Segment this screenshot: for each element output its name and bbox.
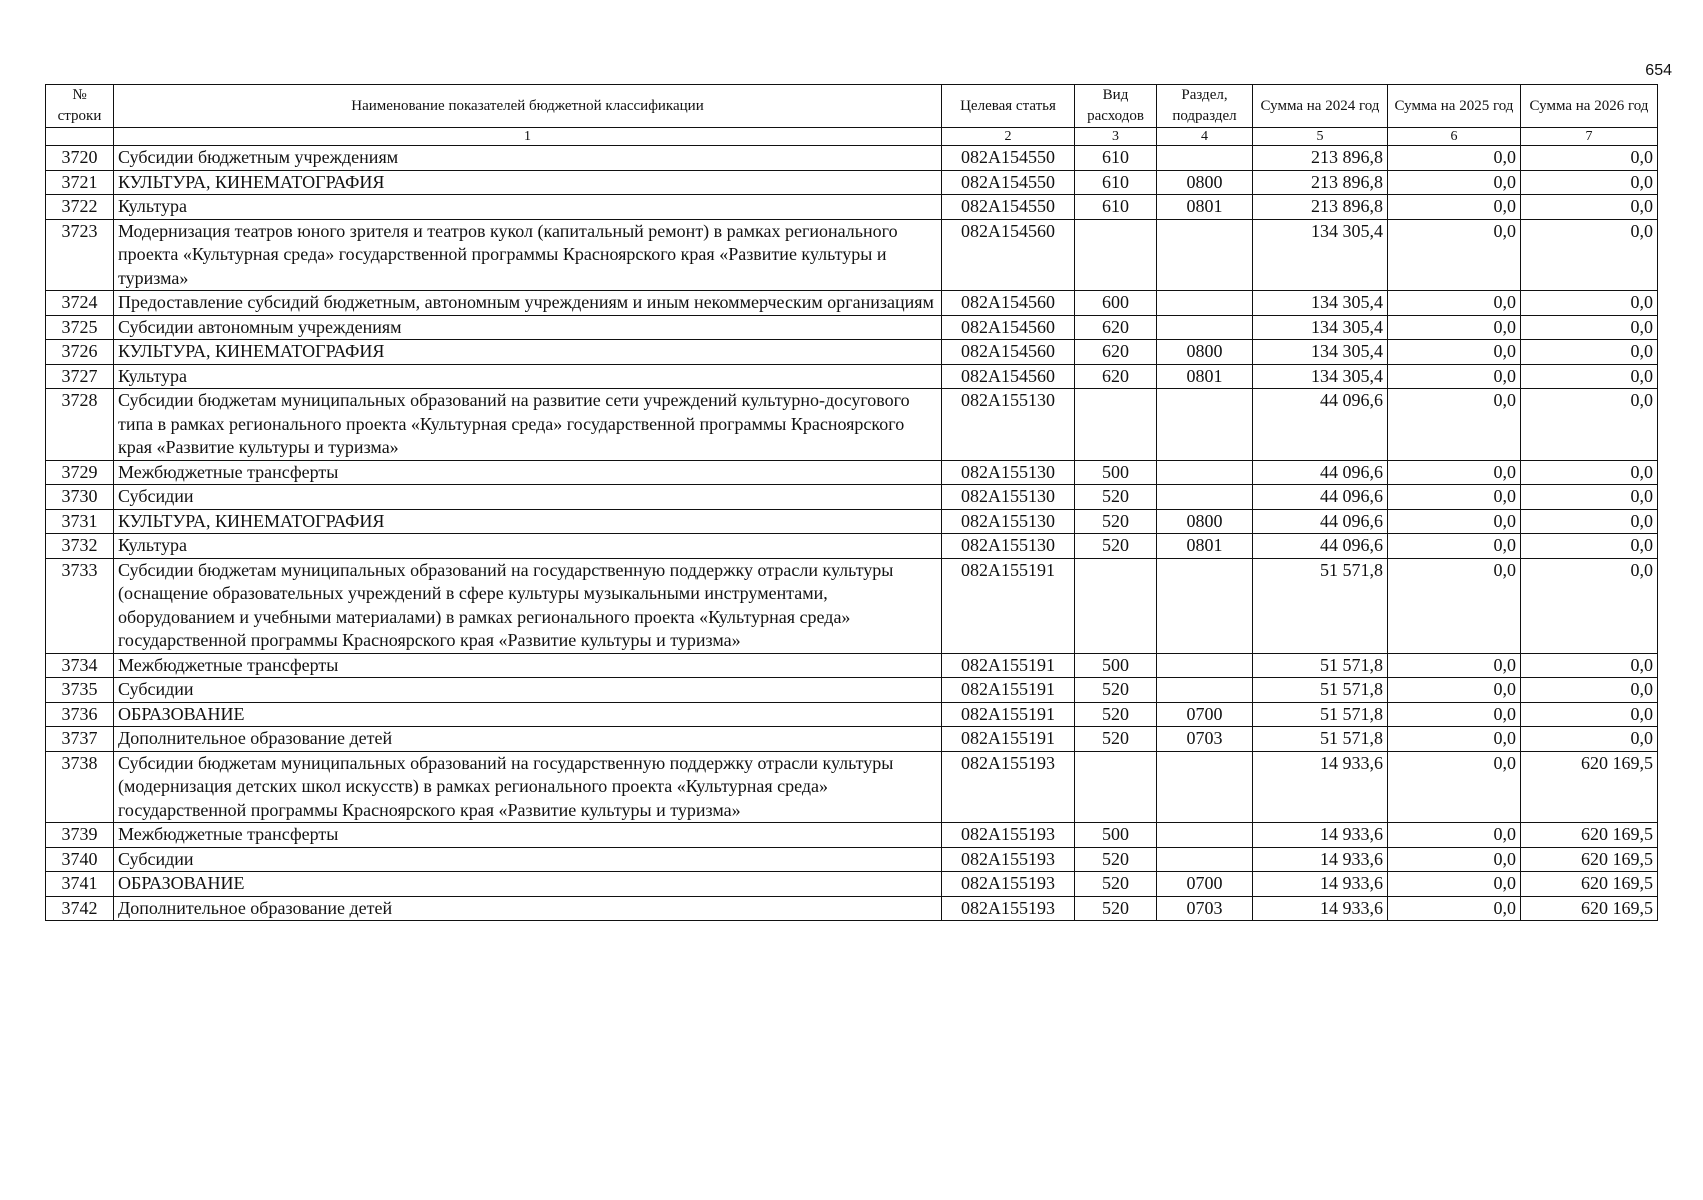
sum-2026: 0,0 [1521, 702, 1658, 727]
sum-2025: 0,0 [1388, 678, 1521, 703]
expense-type: 520 [1075, 727, 1157, 752]
target-article: 082A155191 [942, 558, 1075, 653]
indicator-name: Субсидии [114, 847, 942, 872]
row-number: 3731 [46, 509, 114, 534]
header-sum-2024: Сумма на 2024 год [1253, 85, 1388, 128]
indicator-name: ОБРАЗОВАНИЕ [114, 702, 942, 727]
target-article: 082A155130 [942, 460, 1075, 485]
table-row [46, 847, 1658, 872]
header-expense-type: Вид расходов [1075, 85, 1157, 128]
column-numbers-row [46, 128, 1658, 146]
target-article: 082A155191 [942, 727, 1075, 752]
target-article: 082A155191 [942, 678, 1075, 703]
target-article: 082A155193 [942, 751, 1075, 823]
section-code: 0800 [1157, 340, 1253, 365]
target-article: 082A154550 [942, 195, 1075, 220]
indicator-name: Субсидии [114, 485, 942, 510]
header-sum-2025: Сумма на 2025 год [1388, 85, 1521, 128]
expense-type: 520 [1075, 485, 1157, 510]
column-number: 5 [1253, 128, 1388, 146]
table-row [46, 702, 1658, 727]
expense-type: 500 [1075, 460, 1157, 485]
table-row [46, 534, 1658, 559]
expense-type [1075, 389, 1157, 461]
row-number: 3740 [46, 847, 114, 872]
row-number: 3728 [46, 389, 114, 461]
column-number: 3 [1075, 128, 1157, 146]
section-code [1157, 485, 1253, 510]
sum-2024: 44 096,6 [1253, 509, 1388, 534]
section-code [1157, 291, 1253, 316]
target-article: 082A155130 [942, 485, 1075, 510]
table-row [46, 340, 1658, 365]
expense-type: 520 [1075, 847, 1157, 872]
sum-2025: 0,0 [1388, 534, 1521, 559]
target-article: 082A155193 [942, 823, 1075, 848]
indicator-name: Дополнительное образование детей [114, 727, 942, 752]
sum-2026: 620 169,5 [1521, 847, 1658, 872]
target-article: 082A154560 [942, 291, 1075, 316]
target-article: 082A155191 [942, 702, 1075, 727]
row-number: 3737 [46, 727, 114, 752]
sum-2025: 0,0 [1388, 847, 1521, 872]
section-code [1157, 389, 1253, 461]
sum-2025: 0,0 [1388, 896, 1521, 921]
sum-2026: 620 169,5 [1521, 751, 1658, 823]
sum-2024: 134 305,4 [1253, 219, 1388, 291]
row-number: 3730 [46, 485, 114, 510]
sum-2024: 51 571,8 [1253, 558, 1388, 653]
table-row [46, 219, 1658, 291]
section-code [1157, 653, 1253, 678]
sum-2024: 51 571,8 [1253, 702, 1388, 727]
indicator-name: КУЛЬТУРА, КИНЕМАТОГРАФИЯ [114, 340, 942, 365]
sum-2025: 0,0 [1388, 195, 1521, 220]
sum-2026: 0,0 [1521, 534, 1658, 559]
sum-2024: 51 571,8 [1253, 678, 1388, 703]
header-indicator-name: Наименование показателей бюджетной классификации [114, 85, 942, 128]
sum-2024: 134 305,4 [1253, 364, 1388, 389]
indicator-name: Дополнительное образование детей [114, 896, 942, 921]
sum-2025: 0,0 [1388, 653, 1521, 678]
table-row [46, 727, 1658, 752]
expense-type: 600 [1075, 291, 1157, 316]
section-code: 0703 [1157, 727, 1253, 752]
target-article: 082A155130 [942, 509, 1075, 534]
expense-type: 610 [1075, 195, 1157, 220]
sum-2025: 0,0 [1388, 751, 1521, 823]
indicator-name: Культура [114, 364, 942, 389]
budget-table [45, 84, 1658, 921]
target-article: 082A155191 [942, 653, 1075, 678]
section-code [1157, 751, 1253, 823]
indicator-name: Субсидии бюджетам муниципальных образований на государственную поддержку отрасли культуры (модернизация детских школ искусств) в рамках регионального проекта «Культурная среда» государственной программы Красноярского края «Развитие культуры и туризма» [114, 751, 942, 823]
table-row [46, 364, 1658, 389]
indicator-name: Культура [114, 195, 942, 220]
expense-type: 620 [1075, 315, 1157, 340]
sum-2026: 0,0 [1521, 460, 1658, 485]
indicator-name: Субсидии [114, 678, 942, 703]
expense-type [1075, 751, 1157, 823]
column-number-blank [46, 128, 114, 146]
row-number: 3739 [46, 823, 114, 848]
indicator-name: КУЛЬТУРА, КИНЕМАТОГРАФИЯ [114, 509, 942, 534]
column-number: 4 [1157, 128, 1253, 146]
target-article: 082A154550 [942, 146, 1075, 171]
sum-2024: 44 096,6 [1253, 389, 1388, 461]
column-number: 6 [1388, 128, 1521, 146]
header-target-article: Целевая статья [942, 85, 1075, 128]
table-row [46, 170, 1658, 195]
expense-type: 520 [1075, 896, 1157, 921]
header-row-number: № строки [46, 85, 114, 128]
row-number: 3732 [46, 534, 114, 559]
sum-2026: 0,0 [1521, 340, 1658, 365]
indicator-name: Субсидии автономным учреждениям [114, 315, 942, 340]
sum-2024: 51 571,8 [1253, 727, 1388, 752]
expense-type: 500 [1075, 823, 1157, 848]
sum-2026: 0,0 [1521, 389, 1658, 461]
expense-type: 520 [1075, 702, 1157, 727]
indicator-name: Субсидии бюджетным учреждениям [114, 146, 942, 171]
sum-2025: 0,0 [1388, 315, 1521, 340]
section-code [1157, 823, 1253, 848]
sum-2025: 0,0 [1388, 872, 1521, 897]
sum-2024: 134 305,4 [1253, 315, 1388, 340]
sum-2025: 0,0 [1388, 170, 1521, 195]
table-row [46, 751, 1658, 823]
row-number: 3733 [46, 558, 114, 653]
table-row [46, 872, 1658, 897]
section-code: 0800 [1157, 509, 1253, 534]
expense-type: 520 [1075, 509, 1157, 534]
target-article: 082A154560 [942, 315, 1075, 340]
table-row [46, 653, 1658, 678]
section-code: 0703 [1157, 896, 1253, 921]
row-number: 3726 [46, 340, 114, 365]
section-code [1157, 460, 1253, 485]
target-article: 082A155193 [942, 896, 1075, 921]
expense-type: 610 [1075, 146, 1157, 171]
row-number: 3727 [46, 364, 114, 389]
section-code: 0801 [1157, 534, 1253, 559]
expense-type [1075, 558, 1157, 653]
indicator-name: Межбюджетные трансферты [114, 460, 942, 485]
indicator-name: КУЛЬТУРА, КИНЕМАТОГРАФИЯ [114, 170, 942, 195]
section-code [1157, 146, 1253, 171]
table-row [46, 823, 1658, 848]
sum-2024: 14 933,6 [1253, 872, 1388, 897]
row-number: 3735 [46, 678, 114, 703]
table-row [46, 460, 1658, 485]
sum-2025: 0,0 [1388, 291, 1521, 316]
expense-type: 620 [1075, 340, 1157, 365]
sum-2024: 213 896,8 [1253, 146, 1388, 171]
sum-2024: 134 305,4 [1253, 340, 1388, 365]
expense-type: 620 [1075, 364, 1157, 389]
expense-type: 500 [1075, 653, 1157, 678]
sum-2026: 620 169,5 [1521, 823, 1658, 848]
sum-2026: 0,0 [1521, 653, 1658, 678]
sum-2024: 44 096,6 [1253, 534, 1388, 559]
target-article: 082A154560 [942, 364, 1075, 389]
target-article: 082A154560 [942, 219, 1075, 291]
column-number: 7 [1521, 128, 1658, 146]
sum-2024: 44 096,6 [1253, 485, 1388, 510]
expense-type: 520 [1075, 534, 1157, 559]
sum-2026: 0,0 [1521, 170, 1658, 195]
header-sum-2026: Сумма на 2026 год [1521, 85, 1658, 128]
sum-2024: 14 933,6 [1253, 751, 1388, 823]
sum-2026: 0,0 [1521, 558, 1658, 653]
sum-2024: 213 896,8 [1253, 170, 1388, 195]
row-number: 3734 [46, 653, 114, 678]
sum-2025: 0,0 [1388, 823, 1521, 848]
sum-2026: 620 169,5 [1521, 872, 1658, 897]
section-code [1157, 219, 1253, 291]
table-row [46, 509, 1658, 534]
header-section: Раздел, подраздел [1157, 85, 1253, 128]
table-row [46, 291, 1658, 316]
sum-2026: 0,0 [1521, 315, 1658, 340]
table-row [46, 678, 1658, 703]
sum-2026: 0,0 [1521, 146, 1658, 171]
sum-2025: 0,0 [1388, 558, 1521, 653]
indicator-name: Субсидии бюджетам муниципальных образований на развитие сети учреждений культурно-досугового типа в рамках регионального проекта «Культурная среда» государственной программы Красноярского края «Развитие культуры и туризма» [114, 389, 942, 461]
expense-type: 520 [1075, 872, 1157, 897]
expense-type: 610 [1075, 170, 1157, 195]
expense-type: 520 [1075, 678, 1157, 703]
indicator-name: Культура [114, 534, 942, 559]
table-row [46, 315, 1658, 340]
indicator-name: Межбюджетные трансферты [114, 653, 942, 678]
sum-2025: 0,0 [1388, 460, 1521, 485]
sum-2025: 0,0 [1388, 727, 1521, 752]
row-number: 3720 [46, 146, 114, 171]
table-body [46, 146, 1658, 921]
row-number: 3729 [46, 460, 114, 485]
sum-2026: 0,0 [1521, 727, 1658, 752]
table-row [46, 146, 1658, 171]
sum-2024: 134 305,4 [1253, 291, 1388, 316]
sum-2025: 0,0 [1388, 219, 1521, 291]
table-row [46, 485, 1658, 510]
table-row [46, 558, 1658, 653]
section-code [1157, 558, 1253, 653]
sum-2025: 0,0 [1388, 702, 1521, 727]
row-number: 3736 [46, 702, 114, 727]
table-row [46, 389, 1658, 461]
row-number: 3721 [46, 170, 114, 195]
sum-2025: 0,0 [1388, 509, 1521, 534]
sum-2026: 0,0 [1521, 678, 1658, 703]
sum-2025: 0,0 [1388, 340, 1521, 365]
sum-2026: 0,0 [1521, 219, 1658, 291]
section-code [1157, 678, 1253, 703]
target-article: 082A154550 [942, 170, 1075, 195]
indicator-name: Субсидии бюджетам муниципальных образований на государственную поддержку отрасли культуры (оснащение образовательных учреждений в сфере культуры музыкальными инструментами, оборудованием и учебными материалами) в рамках регионального проекта «Культурная среда» государственной программы Красноярского края «Развитие культуры и туризма» [114, 558, 942, 653]
indicator-name: Межбюджетные трансферты [114, 823, 942, 848]
section-code: 0700 [1157, 872, 1253, 897]
table-row [46, 896, 1658, 921]
sum-2026: 0,0 [1521, 509, 1658, 534]
section-code [1157, 315, 1253, 340]
indicator-name: ОБРАЗОВАНИЕ [114, 872, 942, 897]
row-number: 3725 [46, 315, 114, 340]
row-number: 3738 [46, 751, 114, 823]
section-code: 0801 [1157, 195, 1253, 220]
target-article: 082A155193 [942, 847, 1075, 872]
target-article: 082A155130 [942, 389, 1075, 461]
sum-2024: 213 896,8 [1253, 195, 1388, 220]
row-number: 3724 [46, 291, 114, 316]
column-number: 2 [942, 128, 1075, 146]
section-code [1157, 847, 1253, 872]
sum-2026: 0,0 [1521, 485, 1658, 510]
section-code: 0800 [1157, 170, 1253, 195]
table-header [46, 85, 1658, 146]
sum-2024: 44 096,6 [1253, 460, 1388, 485]
indicator-name: Предоставление субсидий бюджетным, автономным учреждениям и иным некоммерческим организациям [114, 291, 942, 316]
sum-2024: 51 571,8 [1253, 653, 1388, 678]
page-number: 654 [1645, 62, 1672, 79]
sum-2025: 0,0 [1388, 389, 1521, 461]
sum-2026: 0,0 [1521, 364, 1658, 389]
row-number: 3741 [46, 872, 114, 897]
row-number: 3742 [46, 896, 114, 921]
sum-2025: 0,0 [1388, 364, 1521, 389]
expense-type [1075, 219, 1157, 291]
table-row [46, 195, 1658, 220]
row-number: 3722 [46, 195, 114, 220]
sum-2025: 0,0 [1388, 146, 1521, 171]
sum-2024: 14 933,6 [1253, 847, 1388, 872]
sum-2025: 0,0 [1388, 485, 1521, 510]
sum-2026: 0,0 [1521, 195, 1658, 220]
indicator-name: Модернизация театров юного зрителя и театров кукол (капитальный ремонт) в рамках регионального проекта «Культурная среда» государственной программы Красноярского края «Развитие культуры и туризма» [114, 219, 942, 291]
sum-2026: 0,0 [1521, 291, 1658, 316]
row-number: 3723 [46, 219, 114, 291]
target-article: 082A155130 [942, 534, 1075, 559]
target-article: 082A154560 [942, 340, 1075, 365]
sum-2026: 620 169,5 [1521, 896, 1658, 921]
section-code: 0801 [1157, 364, 1253, 389]
column-number: 1 [114, 128, 942, 146]
target-article: 082A155193 [942, 872, 1075, 897]
section-code: 0700 [1157, 702, 1253, 727]
sum-2024: 14 933,6 [1253, 823, 1388, 848]
sum-2024: 14 933,6 [1253, 896, 1388, 921]
